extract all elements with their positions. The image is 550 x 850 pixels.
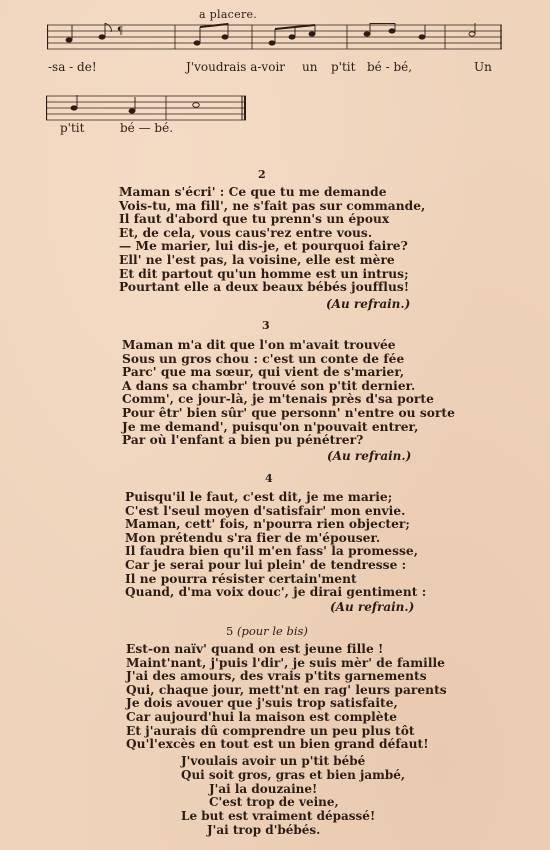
- verse-number: 4: [265, 472, 273, 485]
- verse-line: Le but est vraiment dépassé!: [181, 809, 376, 824]
- music-staff-2: [46, 95, 246, 121]
- verse-note: (pour le bis): [236, 624, 308, 638]
- tempo-marking: a placere.: [199, 8, 258, 21]
- lyric-syllable: bé — bé.: [120, 121, 174, 135]
- verse-line: — Me marier, lui dis-je, et pourquoi faire?: [119, 239, 408, 254]
- lyric-syllable: Un: [474, 60, 492, 74]
- verse-number: 5: [226, 624, 234, 638]
- verse-line: Comm', ce jour-là, je m'tenais près d'sa porte: [122, 392, 434, 407]
- verse-number: 3: [262, 319, 270, 332]
- verse-line: Il faudra bien qu'il m'en fass' la promesse,: [125, 544, 419, 559]
- refrain-marker: (Au refrain.): [327, 449, 412, 463]
- verse-line: Et j'aurais dû comprendre un peu plus tôt: [126, 723, 415, 738]
- verse-number: 2: [258, 168, 266, 181]
- verse-line: Il faut d'abord que tu prenn's un époux: [119, 212, 390, 227]
- verse-line: Par où l'enfant a bien pu pénétrer?: [122, 433, 364, 448]
- verse-2: [119, 186, 425, 295]
- lyric-syllable: p'tit: [331, 60, 356, 74]
- verse-3: [122, 339, 455, 448]
- verse-line: Maman s'écri' : Ce que tu me demande: [119, 185, 387, 199]
- verse-line: Car je serai pour lui plein' de tendresse :: [125, 557, 407, 572]
- verse-line: J'ai trop d'bébés.: [207, 822, 321, 837]
- verse-5: [126, 643, 447, 752]
- verse-line: Pourtant elle a deux beaux bébés joufflus!: [119, 280, 410, 295]
- verse-line: Maint'nant, j'puis l'dir', je suis mèr' de famille: [126, 655, 445, 670]
- verse-line: J'ai des amours, des vrais p'tits garnements: [126, 669, 427, 684]
- verse-line: A dans sa chambr' trouvé son p'tit dernier.: [122, 378, 416, 393]
- verse-line: J'ai la douzaine!: [209, 781, 318, 796]
- verse-line: Est-on naïv' quand on est jeune fille !: [126, 642, 384, 656]
- verse-line: Qu'l'excès en tout est un bien grand défaut!: [126, 737, 429, 752]
- verse-line: Sous un gros chou : c'est un conte de fée: [122, 351, 405, 366]
- verse-line: C'est trop de veine,: [209, 795, 339, 810]
- verse-line: Il ne pourra résister certain'ment: [125, 571, 357, 586]
- final-refrain: [181, 755, 405, 838]
- verse-line: Maman m'a dit que l'on m'avait trouvée: [122, 338, 396, 352]
- verse-line: Qui soit gros, gras et bien jambé,: [181, 767, 406, 782]
- verse-4: [125, 491, 426, 600]
- verse-line: Quand, d'ma voix douc', je dirai gentiment :: [125, 585, 427, 600]
- music-staff-1: [47, 23, 502, 51]
- verse-line: Et, de cela, vous caus'rez entre vous.: [119, 225, 373, 240]
- verse-line: Puisqu'il le faut, c'est dit, je me marie;: [125, 490, 393, 504]
- lyric-syllable: J'voudrais a-voir: [186, 60, 286, 74]
- refrain-marker: (Au refrain.): [330, 600, 415, 614]
- verse-line: Pour êtr' bien sûr' que personn' n'entre ou sorte: [122, 405, 455, 420]
- lyric-syllable: un: [302, 60, 318, 74]
- verse-line: Et dit partout qu'un homme est un intrus;: [119, 266, 409, 281]
- verse-line: Qui, chaque jour, mett'nt en rag' leurs parents: [126, 682, 447, 697]
- verse-line: Maman, cett' fois, n'pourra rien objecter;: [125, 517, 410, 532]
- verse-line: J'voulais avoir un p'tit bébé: [181, 754, 366, 768]
- svg-text:¶: ¶: [117, 26, 124, 37]
- verse-line: Je dois avouer que j'suis trop satisfaite,: [126, 696, 398, 711]
- verse-line: Car aujourd'hui la maison est complète: [126, 709, 398, 724]
- lyric-syllable: -sa - de!: [48, 60, 97, 74]
- verse-line: Je me demand', puisqu'on n'pouvait entrer,: [122, 419, 419, 434]
- verse-5-heading: [226, 624, 308, 638]
- lyric-syllable: p'tit: [60, 121, 85, 135]
- lyric-syllable: bé - bé,: [367, 60, 413, 74]
- refrain-marker: (Au refrain.): [326, 297, 411, 311]
- verse-line: C'est l'seul moyen d'satisfair' mon envie.: [125, 503, 406, 518]
- verse-line: Parc' que ma sœur, qui vient de s'marier,: [122, 365, 405, 380]
- verse-line: Vois-tu, ma fill', ne s'fait pas sur commande,: [119, 198, 426, 213]
- verse-line: Ell' ne l'est pas, la voisine, elle est mère: [119, 252, 395, 267]
- verse-line: Mon prétendu s'ra fier de m'épouser.: [125, 530, 381, 545]
